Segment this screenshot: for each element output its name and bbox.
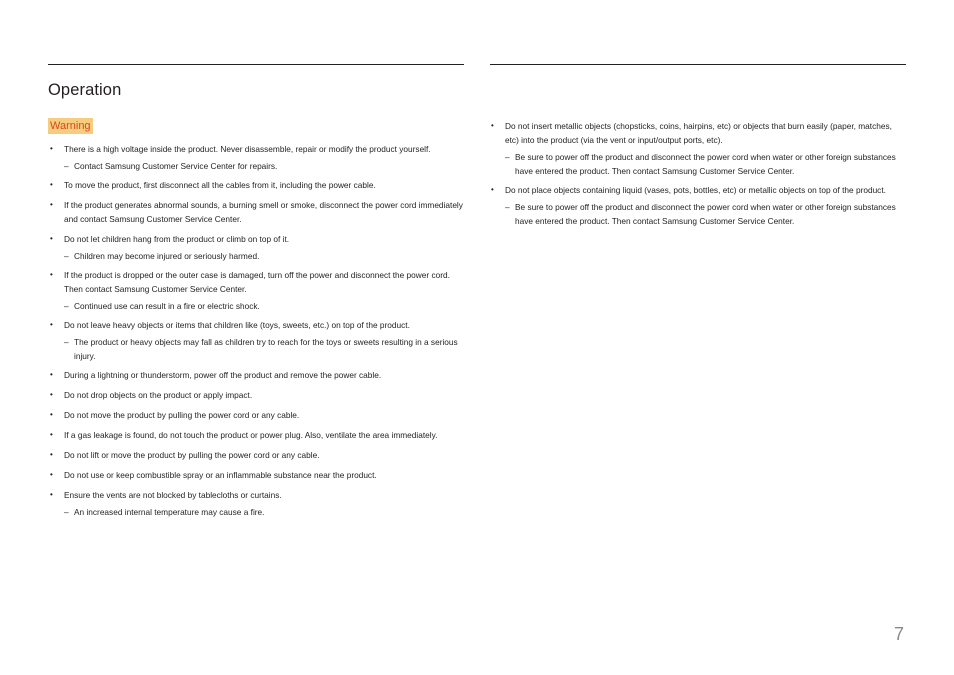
warning-list-item [48,178,466,192]
warning-list-item [48,408,466,422]
dash-icon: – [505,202,510,212]
warning-list-item [489,119,897,178]
bullet-icon: • [50,234,53,243]
warning-text: There is a high voltage inside the product. Never disassemble, repair or modify the product yourself. [64,144,431,154]
top-rule-right [490,64,906,65]
warning-subnote [64,249,466,263]
warning-text: Do not use or keep combustible spray or an inflammable substance near the product. [64,470,377,480]
bullet-icon: • [50,200,53,209]
bullet-icon: • [50,320,53,329]
subnote-text: An increased internal temperature may cause a fire. [74,507,265,517]
warning-text: If the product generates abnormal sounds, a burning smell or smoke, disconnect the power cord immediately and contact Samsung Customer Service Center. [64,200,463,224]
warning-list-item [48,198,466,226]
bullet-icon: • [50,270,53,279]
warning-list-item [48,368,466,382]
warning-badge: Warning [50,120,91,132]
subnote-text: Be sure to power off the product and disconnect the power cord when water or other foreign substances have entered the product. Then contact Samsung Customer Service Center. [515,202,896,226]
dash-icon: – [64,337,69,347]
warning-list-item [48,142,466,173]
warning-list-item [489,183,897,228]
warning-subnote [64,335,466,363]
right-column-list [489,119,897,233]
warning-text: Do not move the product by pulling the power cord or any cable. [64,410,300,420]
bullet-icon: • [50,370,53,379]
warning-list-item [48,488,466,519]
warning-text: Do not lift or move the product by pulling the power cord or any cable. [64,450,320,460]
subnote-text: Be sure to power off the product and disconnect the power cord when water or other foreign substances have entered the product. Then contact Samsung Customer Service Center. [515,152,896,176]
warning-text: Do not insert metallic objects (chopsticks, coins, hairpins, etc) or objects that burn easily (paper, matches, etc) into the product (via the vent or input/output ports, etc). [505,121,892,145]
warning-subnote [64,505,466,519]
warning-text: During a lightning or thunderstorm, power off the product and remove the power cable. [64,370,382,380]
dash-icon: – [64,161,69,171]
warning-list-item [48,428,466,442]
subnote-text: Continued use can result in a fire or electric shock. [74,301,260,311]
bullet-icon: • [50,390,53,399]
warning-list-item [48,232,466,263]
subnote-text: The product or heavy objects may fall as children try to reach for the toys or sweets resulting in a serious injury. [74,337,458,361]
bullet-icon: • [50,180,53,189]
top-rule-left [48,64,464,65]
warning-text: Do not let children hang from the product or climb on top of it. [64,234,290,244]
warning-subnote [64,299,466,313]
bullet-icon: • [491,185,494,194]
warning-list-item [48,448,466,462]
bullet-icon: • [50,470,53,479]
left-column-list [48,142,466,524]
bullet-icon: • [50,450,53,459]
warning-subnote [505,200,897,228]
warning-text: Ensure the vents are not blocked by tablecloths or curtains. [64,490,282,500]
warning-text: Do not place objects containing liquid (vases, pots, bottles, etc) or metallic objects on top of the product. [505,185,886,195]
warning-text: Do not drop objects on the product or apply impact. [64,390,253,400]
warning-list-item [48,268,466,313]
bullet-icon: • [50,490,53,499]
dash-icon: – [64,507,69,517]
warning-text: If a gas leakage is found, do not touch the product or power plug. Also, ventilate the area immediately. [64,430,438,440]
page-number: 7 [894,624,905,644]
subnote-text: Contact Samsung Customer Service Center for repairs. [74,161,278,171]
warning-subnote [64,159,466,173]
warning-text: If the product is dropped or the outer case is damaged, turn off the power and disconnect the power cord. Then contact Samsung Customer Service Center. [64,270,450,294]
warning-text: Do not leave heavy objects or items that children like (toys, sweets, etc.) on top of the product. [64,320,410,330]
section-title: Operation [48,81,122,99]
bullet-icon: • [491,121,494,130]
warning-subnote [505,150,897,178]
warning-list-item [48,318,466,363]
warning-list-item [48,468,466,482]
dash-icon: – [505,152,510,162]
bullet-icon: • [50,144,53,153]
warning-list-item [48,388,466,402]
subnote-text: Children may become injured or seriously harmed. [74,251,260,261]
bullet-icon: • [50,430,53,439]
dash-icon: – [64,301,69,311]
dash-icon: – [64,251,69,261]
bullet-icon: • [50,410,53,419]
warning-text: To move the product, first disconnect all the cables from it, including the power cable. [64,180,376,190]
